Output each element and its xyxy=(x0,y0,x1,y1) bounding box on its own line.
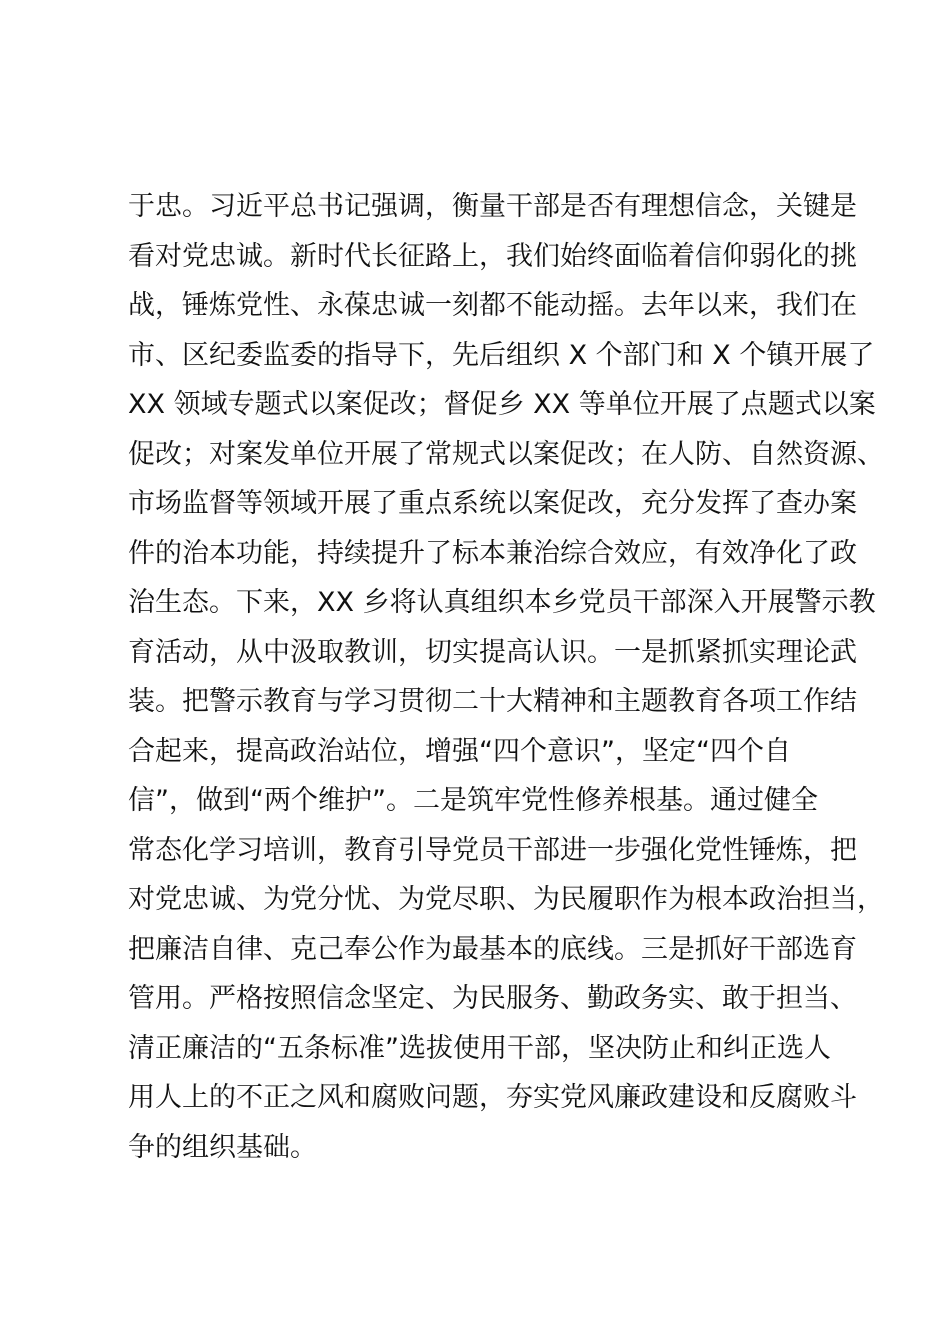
text-line: 促改；对案发单位开展了常规式以案促改；在人防、自然资源、 xyxy=(128,438,884,470)
text-line: 治生态。下来，XX 乡将认真组织本乡党员干部深入开展警示教 xyxy=(128,587,876,618)
text-line: 于忠。习近平总书记强调，衡量干部是否有理想信念，关键是 xyxy=(128,191,857,222)
text-line: 市、区纪委监委的指导下，先后组织 X 个部门和 X 个镇开展了 xyxy=(128,339,875,371)
text-line: 件的治本功能，持续提升了标本兼治综合效应，有效净化了政 xyxy=(128,537,857,569)
text-line: 战，锤炼党性、永葆忠诚一刻都不能动摇。去年以来，我们在 xyxy=(128,290,857,321)
text-line: 装。把警示教育与学习贯彻二十大精神和主题教育各项工作结 xyxy=(128,686,857,717)
text-line: 用人上的不正之风和腐败问题，夯实党风廉政建设和反腐败斗 xyxy=(128,1082,857,1113)
text-line: 信”，做到“两个维护”。二是筑牢党性修养根基。通过健全 xyxy=(128,785,818,816)
text-line: 常态化学习培训，教育引导党员干部进一步强化党性锤炼，把 xyxy=(128,834,857,866)
text-line: 育活动，从中汲取教训，切实提高认识。一是抓紧抓实理论武 xyxy=(128,636,857,668)
text-line: 争的组织基础。 xyxy=(128,1131,317,1163)
text-line: 市场监督等领域开展了重点系统以案促改，充分发挥了查办案 xyxy=(128,488,857,519)
text-line: XX 领域专题式以案促改；督促乡 XX 等单位开展了点题式以案 xyxy=(128,389,876,420)
text-line: 对党忠诚、为党分忧、为党尽职、为民履职作为根本政治担当， xyxy=(128,884,884,915)
text-line: 合起来，提高政治站位，增强“四个意识”，坚定“四个自 xyxy=(128,735,791,767)
text-line: 看对党忠诚。新时代长征路上，我们始终面临着信仰弱化的挑 xyxy=(128,240,857,272)
text-line: 管用。严格按照信念坚定、为民服务、勤政务实、敢于担当、 xyxy=(128,983,857,1014)
text-line: 把廉洁自律、克己奉公作为最基本的底线。三是抓好干部选育 xyxy=(128,933,857,965)
body-paragraph xyxy=(128,182,884,1172)
text-line: 清正廉洁的“五条标准”选拔使用干部，坚决防止和纠正选人 xyxy=(128,1032,831,1064)
